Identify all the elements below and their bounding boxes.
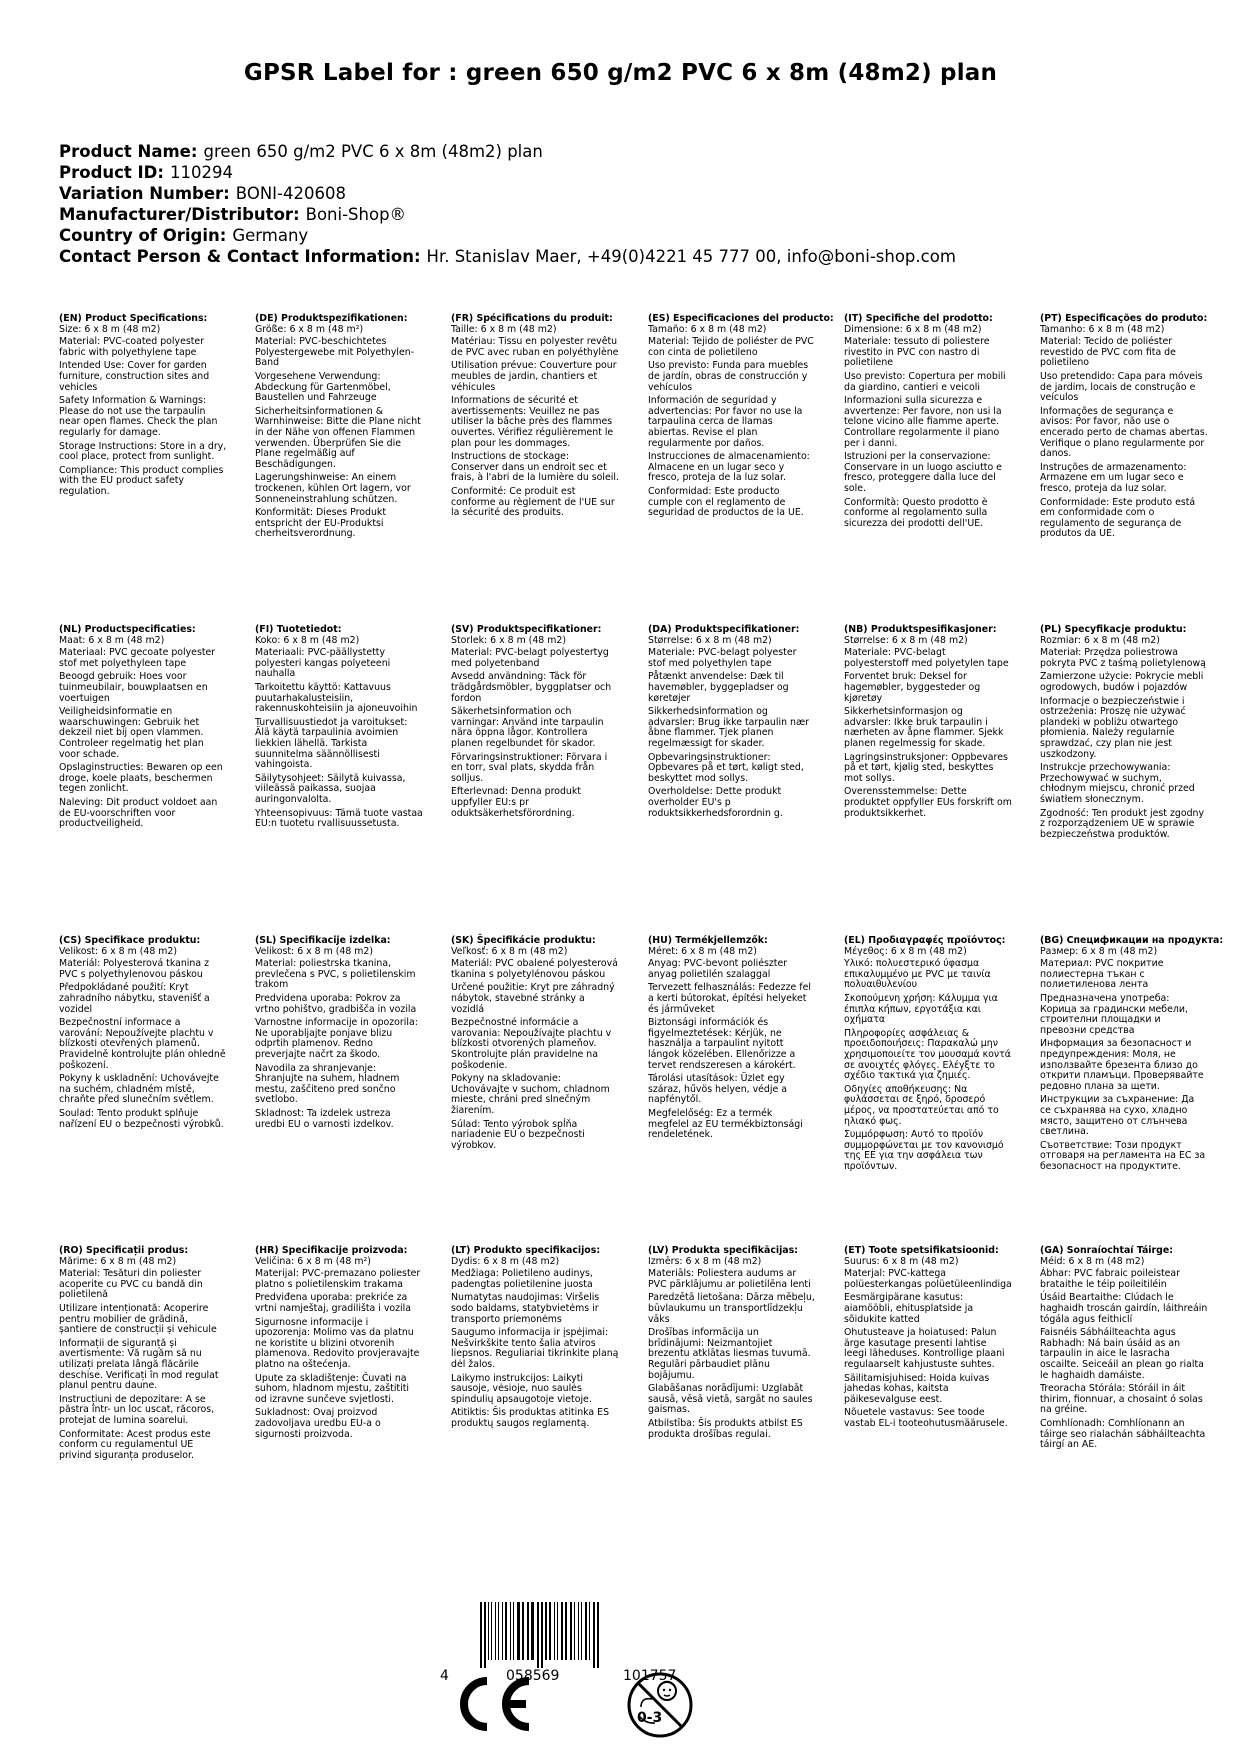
spec-paragraph: Compliance: This product complies with the EU product safety regulation. [59,464,224,497]
spec-paragraph: Υλικό: πολυεστερικό ύφασμα επικαλυμμένο με PVC με ταινία πολυαιθυλενίου [844,958,991,991]
barcode-bar [549,1602,551,1660]
spec-paragraph: Pokyny na skladovanie: Uchovávajte v suchom, chladnom mieste, chráni pred slnečným žiarením. [451,1073,610,1116]
spec-paragraph: Pokyny k uskladnění: Uchovávejte na suchém, chladném místě, chraňte před slunečním světlem. [59,1073,219,1106]
spec-block [1040,314,1208,543]
spec-size: Rozmiar: 6 x 8 m (48 m2) [1040,634,1160,646]
spec-block [1040,1246,1208,1454]
barcode-bar [498,1602,499,1660]
spec-block [451,314,619,522]
spec-paragraph: Předpokládané použití: Kryt zahradního nábytku, stavenišť a vozidel [59,982,210,1015]
spec-paragraph: Storage Instructions: Store in a dry, cool place, protect from sunlight. [59,440,227,463]
info-value: BONI-420608 [235,184,346,203]
spec-paragraph: Informazioni sulla sicurezza e avvertenze: Per favore, non usi la telone vicino alle fiamme aperte. Controllare regolarmente il piano per i danni. [844,395,1002,449]
spec-paragraph: Material: Tesături din poliester acoperite cu PVC cu bandă din polietilenă [59,1268,203,1301]
spec-block [255,314,423,543]
spec-size: Maat: 6 x 8 m (48 m2) [59,634,165,646]
barcode-bar [491,1602,492,1660]
spec-block [1040,935,1224,1175]
spec-size: Storlek: 6 x 8 m (48 m2) [451,634,567,646]
barcode-guard-bar [597,1602,599,1668]
spec-paragraph: Atbilstība: Šis produkts atbilst ES produkta drošības regulai. [648,1417,803,1440]
spec-paragraph: Materiał: Przędza poliestrowa pokryta PVC z taśmą polietylenową [1040,647,1206,669]
spec-paragraph: Nõuetele vastavus: See toode vastab EL-i tooteohutusmäärusele. [844,1407,1008,1429]
spec-paragraph: Conformidade: Este produto está em conformidade com o regulamento de segurança de produtos da UE. [1040,496,1196,540]
spec-paragraph: Instrukcje przechowywania: Przechowywać w suchym, chłodnym miejscu, chronić przed światłem słonecznym. [1040,762,1195,805]
age-label: 0-3 [637,1710,663,1726]
spec-block [59,314,227,501]
spec-title: (FR) Spécifications du produit: [451,313,613,324]
info-value: Boni-Shop® [305,205,407,224]
spec-paragraph: Biztonsági információk és figyelmeztetések: Kérjük, ne használja a tarpaulint nyitott lángok közelében. Ellenőrizze a tervet rendszeresen a károkért. [648,1017,796,1071]
spec-size: Dydis: 6 x 8 m (48 m2) [451,1255,560,1267]
spec-block [844,936,1012,1175]
spec-paragraph: Instruções de armazenamento: Armazene em um lugar seco e fresco, proteja da luz solar. [1040,461,1187,494]
spec-size: Suurus: 6 x 8 m (48 m2) [844,1255,959,1267]
spec-paragraph: Upute za skladištenje: Čuvati na suhom, hladnom mjestu, zaštititi od izravne sunčeve svjetlosti. [255,1372,409,1405]
spec-title: (DE) Produktspezifikationen: [255,313,408,324]
info-label: Country of Origin: [59,226,227,245]
spec-paragraph: Tarkoitettu käyttö: Kattavuus puutarhakalusteisiin, rakennuskohteisiin ja ajoneuvoihin [255,681,418,715]
spec-paragraph: Förvaringsinstruktioner: Förvara i en torr, sval plats, skydda från solljus. [451,751,608,784]
barcode-guard-bar [480,1602,482,1668]
spec-paragraph: Súlad: Tento výrobok spĺňa nariadenie EÚ o bezpečnosti výrobkov. [451,1118,585,1151]
spec-paragraph: Naleving: Dit product voldoet aan de EU-voorschriften voor productveiligheid. [59,796,218,830]
spec-paragraph: Instrucțiuni de depozitare: A se păstra într- un loc uscat, răcoros, protejat de lumina soarelui. [59,1393,215,1426]
spec-paragraph: Lagringsinstruksjoner: Oppbevares på et tørt, kjølig sted, beskyttes mot sollys. [844,751,1008,784]
spec-paragraph: Matériau: Tissu en polyester revêtu de PVC avec ruban en polyéthylène [451,336,619,358]
spec-paragraph: Turvallisuustiedot ja varoitukset: Älä käytä tarpaulinia avoimien liekkien lähellä. Tarkista suunnitelma säännöllisesti vahingoista. [255,716,408,771]
barcode-bar [561,1602,563,1660]
barcode-bars [480,1602,730,1668]
barcode-bar [581,1602,582,1660]
info-label: Variation Number: [59,184,230,203]
barcode-bar [495,1602,496,1660]
spec-size: Tamaño: 6 x 8 m (48 m2) [648,323,767,335]
info-value: 110294 [169,163,233,182]
spec-paragraph: Σκοπούμενη χρήση: Κάλυμμα για έπιπλα κήπων, εργοτάξια και οχήματα [844,992,998,1026]
spec-paragraph: Forventet bruk: Deksel for hagemøbler, byggesteder og kjøretøy [844,671,981,704]
spec-paragraph: Comhlíonadh: Comhlíonann an táirge seo rialachán sábháilteachta táirgí an AE. [1040,1417,1206,1451]
info-value: Hr. Stanislav Maer, +49(0)4221 45 777 00, info@boni-shop.com [426,247,956,266]
spec-paragraph: Material: PVC-beschichtetes Polyestergewebe mit Polyethylen-Band [255,336,415,369]
spec-paragraph: Sukladnost: Ovaj proizvod zadovoljava uredbu EU-a o sigurnosti proizvoda. [255,1407,381,1440]
spec-size: Velikost: 6 x 8 m (48 m2) [59,945,178,957]
spec-paragraph: Material: Tejido de poliéster de PVC con cinta de polietileno [648,336,814,358]
spec-paragraph: Zamierzone użycie: Pokrycie mebli ogrodowych, budów i pojazdów [1040,671,1204,693]
spec-block [844,314,1012,532]
spec-size: Size: 6 x 8 m (48 m2) [59,323,161,335]
barcode-bar [488,1602,489,1660]
spec-block [255,625,423,833]
spec-title: (HR) Specifikacije proizvoda: [255,1245,408,1256]
spec-block [451,936,619,1154]
spec-block [844,625,1012,822]
spec-paragraph: Intended Use: Cover for garden furniture, construction sites and vehicles [59,360,210,393]
spec-block [255,936,423,1133]
spec-paragraph: Conformitate: Acest produs este conform cu regulamentul UE privind siguranța produselor. [59,1428,211,1461]
barcode-bar [574,1602,575,1660]
spec-paragraph: Instrucciones de almacenamiento: Almacene en un lugar seco y fresco, proteja de la luz solar. [648,451,810,484]
barcode-bar [554,1602,555,1660]
barcode-digits-left: 058569 [506,1668,560,1684]
spec-paragraph: Vorgesehene Verwendung: Abdeckung für Gartenmöbel, Baustellen und Fahrzeuge [255,370,391,404]
spec-paragraph: Conformité: Ce produit est conforme au règlement de l'UE sur la sécurité des produits. [451,485,615,519]
spec-paragraph: Συμμόρφωση: Αυτό το προϊόν συμμορφώνεται με τον κανονισμό της ΕΕ για την ασφάλεια των προϊόντων. [844,1129,1004,1172]
barcode-guard-bar [593,1602,595,1668]
spec-block [648,625,816,822]
info-variation-number [59,183,956,204]
spec-title: (PT) Especificações do produto: [1040,313,1208,324]
spec-paragraph: Laikymo instrukcijos: Laikyti sausoje, vėsioje, nuo saulės spindulių apsaugotoje vietoje. [451,1372,592,1405]
spec-paragraph: Materiale: PVC-belagt polyesterstoff med polyetylen tape [844,647,1009,669]
barcode-bar [578,1602,579,1660]
spec-paragraph: Safety Information & Warnings: Please do not use the tarpaulin near open flames. Check the plan regularly for damage. [59,395,218,438]
spec-title: (NL) Productspecificaties: [59,624,196,635]
info-value: Germany [232,226,309,245]
spec-paragraph: Uso previsto: Copertura per mobili da giardino, cantieri e veicoli [844,370,1006,393]
spec-title: (BG) Спецификации на продукта: [1040,935,1224,946]
spec-paragraph: Overensstemmelse: Dette produktet oppfyller EUs forskrift om produktsikkerhet. [844,786,1012,819]
spec-paragraph: Materiāls: Poliestera audums ar PVC pārklājumu ar polietilēna lenti [648,1268,811,1290]
spec-paragraph: Medžiaga: Polietileno audinys, padengtas polietilenine juosta [451,1268,593,1290]
spec-paragraph: Zgodność: Ten produkt jest zgodny z rozporządzeniem UE w sprawie bezpieczeństwa produktów. [1040,807,1205,840]
spec-paragraph: Predvidena uporaba: Pokrov za vrtno pohištvo, gradbišča in vozila [255,992,417,1015]
spec-paragraph: Sicherheitsinformationen & Warnhinweise: Bitte die Plane nicht in der Nähe von offenen Flammen verwenden. Überprüfen Sie die Plane regelmäßig auf Beschädigungen. [255,405,421,470]
spec-size: Dimensione: 6 x 8 m (48 m2) [844,323,982,335]
spec-paragraph: Informacje o bezpieczeństwie i ostrzeżenia: Proszę nie używać plandeki w pobliżu otwartego płomienia. Należy regularnie sprawdzać, czy plan nie jest uszkodzony. [1040,695,1186,760]
spec-paragraph: Informações de segurança e avisos: Por favor, não use o encerado perto de chamas abertas. Verifique o plano regularmente por danos. [1040,405,1208,460]
spec-paragraph: Tervezett felhasználás: Fedezze fel a kerti bútorokat, építési helyeket és járműveket [648,982,811,1015]
spec-title: (PL) Specyfikacje produktu: [1040,624,1187,635]
spec-paragraph: Uso previsto: Funda para muebles de jardín, obras de construcción y vehículos [648,360,809,393]
barcode-bar [545,1602,547,1660]
spec-paragraph: Avsedd användning: Täck för trädgårdsmöbler, byggplatser och fordon [451,671,612,704]
spec-block [59,936,227,1133]
spec-block [648,313,834,522]
spec-paragraph: Säilitamisjuhised: Hoida kuivas jahedas kohas, kaitsta päikesevalguse eest. [844,1372,990,1405]
spec-paragraph: Úsáid Beartaithe: Clúdach le haghaidh troscán gairdín, láithreáin tógála agus feithiclí [1040,1292,1208,1325]
spec-paragraph: Materijal: PVC-premazano poliester platno s polietilenskim trakama [255,1268,421,1290]
spec-title: (NB) Produktspesifikasjoner: [844,624,997,635]
spec-title: (ES) Especificaciones del producto: [648,313,834,324]
info-label: Product ID: [59,163,164,182]
spec-paragraph: Información de seguridad y advertencias: Por favor no use la tarpaulina cerca de llamas abiertas. Revise el plan regularmente por daños. [648,395,803,449]
spec-title: (FI) Tuotetiedot: [255,624,342,635]
barcode-guard-bar [541,1602,543,1668]
spec-paragraph: Съответствие: Този продукт отговаря на регламента на ЕС за безопасност на продуктите. [1040,1139,1206,1172]
spec-size: Koko: 6 x 8 m (48 m2) [255,634,360,646]
spec-block [255,1246,423,1443]
barcode-bar [570,1602,572,1660]
spec-paragraph: Soulad: Tento produkt splňuje nařízení EU o bezpečnosti výrobků. [59,1107,224,1130]
spec-paragraph: Instructions de stockage: Conserver dans un endroit sec et frais, à l'abri de la lumière du soleil. [451,451,619,484]
spec-paragraph: Информация за безопасност и предупреждения: Моля, не използвайте брезента близо до открити пламъци. Проверявайте редовно плана за щети. [1040,1038,1204,1092]
spec-paragraph: Drošības informācija un brīdinājumi: Neizmantojiet brezentu atklātas liesmas tuvumā. Regulāri pārbaudiet plānu bojājumu. [648,1327,811,1381]
spec-paragraph: Οδηγίες αποθήκευσης: Να φυλάσσεται σε ξηρό, δροσερό μέρος, να προστατεύεται από το ηλιακό φως. [844,1083,999,1127]
barcode-bar [510,1602,511,1660]
spec-title: (SV) Produktspecifikationer: [451,624,602,635]
spec-paragraph: Tárolási utasítások: Üzlet egy száraz, hűvös helyen, védje a napfénytől. [648,1073,787,1106]
spec-block [59,1246,227,1464]
spec-block [1040,625,1208,843]
spec-size: Veličina: 6 x 8 m (48 m²) [255,1255,371,1267]
spec-paragraph: Navodila za shranjevanje: Shranjujte na suhem, hladnem mestu, zaščiteno pred sončno svetlobo. [255,1062,400,1106]
spec-paragraph: Utilizare intenționată: Acoperire pentru mobilier de grădină, șantiere de construcții și vehicule [59,1302,217,1336]
barcode-bar [527,1602,529,1660]
spec-paragraph: Veiligheidsinformatie en waarschuwingen: Gebruik het dekzeil niet bij open vlammen. Controleer regelmatig het plan voor schade. [59,706,204,760]
spec-paragraph: Material: Tecido de poliéster revestido de PVC com fita de polietileno [1040,336,1176,369]
spec-size: Μέγεθος: 6 x 8 m (48 m2) [844,945,967,957]
spec-paragraph: Materjal: PVC-kattega polüesterkangas polüetüleenlindiga [844,1268,1012,1290]
info-value: green 650 g/m2 PVC 6 x 8m (48m2) plan [203,142,543,161]
spec-paragraph: Material: PVC-coated polyester fabric with polyethylene tape [59,336,205,358]
spec-title: (EN) Product Specifications: [59,313,208,324]
spec-paragraph: Materiál: PVC obalené polyesterová tkanina s polyetylénovou páskou [451,958,618,980]
spec-title: (EL) Προδιαγραφές προϊόντος: [844,935,1006,946]
barcode-guard-bar [484,1602,486,1668]
info-contact [59,246,956,267]
spec-paragraph: Conformità: Questo prodotto è conforme al regolamento sulla sicurezza dei prodotti dell'UE. [844,496,988,529]
barcode-bar [531,1602,534,1660]
spec-paragraph: Πληροφορίες ασφάλειας & προειδοποιήσεις: Παρακαλώ μην χρησιμοποιείτε τον μουσαμά κοντά σε ανοιχτές φλόγες. Ελέγξτε το σχέδιο τακτικά για ζημιές. [844,1027,1011,1082]
spec-paragraph: Informații de siguranță și avertismente: Vă rugăm să nu utilizați prelata lângă flăcările deschise. Verificați în mod regulat planul pentru daune. [59,1337,219,1392]
spec-paragraph: Utilisation prévue: Couverture pour meubles de jardin, chantiers et véhicules [451,360,617,393]
spec-paragraph: Yhteensopivuus: Tämä tuote vastaa EU:n tuotetu rvallisuussetusta. [255,807,423,830]
spec-paragraph: Conformidad: Este producto cumple con el reglamento de seguridad de productos de la UE. [648,485,804,519]
spec-paragraph: Материал: PVC покритие полиестерна тъкан с полиетиленова лента [1040,958,1164,991]
spec-size: Izmērs: 6 x 8 m (48 m2) [648,1255,762,1267]
spec-paragraph: Určené použitie: Kryt pre záhradný nábytok, stavebné stránky a vozidlá [451,982,615,1015]
spec-paragraph: Предназначена употреба: Корица за градински мебели, строителни площадки и превозни средства [1040,992,1188,1036]
spec-block [451,625,619,822]
spec-title: (LV) Produkta specifikācijas: [648,1245,798,1256]
spec-paragraph: Paredzētā lietošana: Dārza mēbeļu, būvlaukumu un transportlīdzekļu vāks [648,1292,815,1325]
spec-paragraph: Efterlevnad: Denna produkt uppfyller EU:s pr oduktsäkerhetsförordning. [451,786,581,819]
spec-paragraph: Overholdelse: Dette produkt overholder EU's p roduktsikkerhedsforordnin g. [648,786,783,819]
barcode-digits-right: 101757 [623,1668,677,1684]
spec-size: Méret: 6 x 8 m (48 m2) [648,945,757,957]
spec-paragraph: Faisnéis Sábháilteachta agus Rabhadh: Ná bain úsáid as an tarpaulin in aice le lasracha oscailte. Seiceáil an plean go rialta le haghaidh damáiste. [1040,1327,1204,1381]
not-suitable-under-3-icon [626,1671,694,1743]
spec-title: (DA) Produktspecifikationer: [648,624,800,635]
info-product-id [59,162,956,183]
spec-title: (RO) Specificații produs: [59,1245,189,1256]
info-product-name [59,141,956,162]
spec-paragraph: Varnostne informacije in opozorila: Ne uporabljajte ponjave blizu odprtih plamenov. Redno preverjajte načrt za škodo. [255,1017,418,1060]
barcode-bar [585,1602,587,1660]
spec-paragraph: Numatytas naudojimas: Viršelis sodo baldams, statybvietėms ir transporto priemonėms [451,1292,600,1325]
spec-paragraph: Sikkerhedsinformation og advarsler: Brug ikke tarpaulin nær åbne flammer. Tjek planen regelmæssigt for skader. [648,706,810,749]
product-info [59,141,956,267]
spec-size: Størrelse: 6 x 8 m (48 m2) [844,634,968,646]
spec-paragraph: Treoracha Stórála: Stóráil in áit thirim, fionnuar, a chosaint ó solas na gréine. [1040,1383,1203,1416]
spec-paragraph: Säilytysohjeet: Säilytä kuivassa, viileässä paikassa, suojaa auringonvalolta. [255,772,406,805]
spec-paragraph: Opslaginstructies: Bewaren op een droge, koele plaats, beschermen tegen zonlicht. [59,762,223,795]
barcode-bar [557,1602,558,1660]
spec-size: Velikost: 6 x 8 m (48 m2) [255,945,374,957]
spec-paragraph: Material: PVC-belagt polyestertyg med polyetenband [451,647,609,669]
barcode-bar [517,1602,520,1660]
spec-title: (SK) Špecifikácie produktu: [451,935,596,946]
barcode-bar [522,1602,524,1660]
spec-paragraph: Materiál: Polyesterová tkanina z PVC s polyethylenovou páskou [59,958,210,980]
barcode-digit-prefix: 4 [440,1668,449,1684]
spec-title: (GA) Sonraíochtaí Táirge: [1040,1245,1173,1256]
spec-paragraph: Saugumo informacija ir įspėjimai: Nešvirkškite tento šalia atviros liepsnos. Reguliariai tikrinkite planą dėl žalos. [451,1327,619,1370]
spec-block [844,1246,1012,1433]
barcode-bar [505,1602,507,1660]
spec-size: Tamanho: 6 x 8 m (48 m2) [1040,323,1165,335]
spec-paragraph: Sigurnosne informacije i upozorenja: Molimo vas da platnu ne koristite u blizini otvorenih plamenova. Redovito provjeravajte platno na oštećenja. [255,1316,420,1370]
spec-paragraph: Skladnost: Ta izdelek ustreza uredbi EU o varnosti izdelkov. [255,1107,394,1130]
spec-paragraph: Инструкции за съхранение: Да се съхранява на сухо, хладно място, защитено от слънчева светлина. [1040,1094,1195,1138]
spec-paragraph: Glabāšanas norādījumi: Uzglabāt sausā, vēsā vietā, sargāt no saules gaismas. [648,1383,813,1416]
spec-size: Mărime: 6 x 8 m (48 m2) [59,1255,177,1267]
spec-paragraph: Ábhar: PVC fabraic poileistear brataithe le téip poileitiléin [1040,1268,1181,1290]
spec-paragraph: Materiaali: PVC-päällystetty polyesteri kangas polyeteeni nauhalla [255,647,391,680]
info-label: Manufacturer/Distributor: [59,205,300,224]
info-label: Contact Person & Contact Information: [59,247,421,266]
spec-title: (ET) Toote spetsifikatsioonid: [844,1245,999,1256]
spec-paragraph: Uso pretendido: Capa para móveis de jardim, locais de construção e veículos [1040,370,1203,404]
spec-paragraph: Megfelelőség: Ez a termék megfelel az EU termékbiztonsági rendeletének. [648,1107,803,1141]
spec-block [648,1246,816,1443]
spec-paragraph: Opbevaringsinstruktioner: Opbevares på et tørt, køligt sted, beskyttet mod sollys. [648,751,804,784]
info-country-of-origin [59,225,956,246]
spec-paragraph: Istruzioni per la conservazione: Conservare in un luogo asciutto e fresco, proteggere dalla luce del sole. [844,451,1002,494]
info-manufacturer [59,204,956,225]
spec-size: Größe: 6 x 8 m (48 m²) [255,323,364,335]
barcode-guard-bar [537,1602,539,1668]
spec-size: Størrelse: 6 x 8 m (48 m2) [648,634,772,646]
spec-title: (HU) Termékjellemzők: [648,935,768,946]
spec-paragraph: Konformität: Dieses Produkt entspricht der EU-Produktsi cherheitsverordnung. [255,507,387,540]
spec-block [451,1246,619,1433]
spec-size: Veľkosť: 6 x 8 m (48 m2) [451,945,568,957]
spec-title: (IT) Specifiche del prodotto: [844,313,993,324]
barcode-bar [589,1602,590,1660]
spec-paragraph: Atitiktis: Šis produktas atitinka ES produktų saugos reglamentą. [451,1407,610,1429]
spec-size: Размер: 6 x 8 m (48 m2) [1040,945,1158,957]
spec-paragraph: Anyag: PVC-bevont poliészter anyag polietilén szalaggal [648,958,788,980]
spec-paragraph: Materiaal: PVC gecoate polyester stof met polyethyleen tape [59,647,216,669]
page-title: GPSR Label for : green 650 g/m2 PVC 6 x 8m (48m2) plan [243,60,998,86]
spec-title: (CS) Specifikace produktu: [59,935,201,946]
spec-paragraph: Påtænkt anvendelse: Dæk til havemøbler, byggepladser og køretøjer [648,671,789,704]
spec-paragraph: Ohutusteave ja hoiatused: Palun ärge kasutage presenti lahtise leegi läheduses. Kontrollige plaani regulaarselt kahjustuste suhtes. [844,1327,1005,1370]
spec-paragraph: Bezpečnostní informace a varování: Nepoužívejte plachtu v blízkosti otevřených plamenů. Pravidelně kontrolujte plán ohledně poškození. [59,1017,226,1071]
spec-title: (LT) Produkto specifikacijos: [451,1245,601,1256]
spec-paragraph: Säkerhetsinformation och varningar: Använd inte tarpaulin nära öppna lågor. Kontrollera planen regelbundet för skador. [451,706,604,749]
info-label: Product Name: [59,142,198,161]
spec-paragraph: Lagerungshinweise: An einem trockenen, kühlen Ort lagern, vor Sonneneinstrahlung schützen. [255,472,411,505]
ce-mark-icon [452,1675,534,1737]
spec-paragraph: Beoogd gebruik: Hoes voor tuinmeubilair, bouwplaatsen en voertuigen [59,671,208,704]
spec-paragraph: Materiale: PVC-belagt polyester stof med polyethylen tape [648,647,797,669]
spec-size: Méid: 6 x 8 m (48 m2) [1040,1255,1145,1267]
spec-block [648,936,816,1144]
spec-title: (SL) Specifikacije izdelka: [255,935,391,946]
spec-paragraph: Bezpečnostné informácie a varovania: Nepoužívajte plachtu v blízkosti otvorených plameňov. Skontrolujte plán pravidelne na poškodenie. [451,1017,612,1071]
spec-paragraph: Informations de sécurité et avertissements: Veuillez ne pas utiliser la bâche près des flammes ouvertes. Vérifiez régulièrement le plan pour les dommages. [451,395,614,449]
spec-paragraph: Sikkerhetsinformasjon og advarsler: Ikke bruk tarpaulin i nærheten av åpne flammer. Sjekk planen regelmessig for skade. [844,706,1004,749]
spec-paragraph: Predviđena uporaba: prekriće za vrtni namještaj, gradilišta i vozila [255,1292,412,1314]
spec-paragraph: Materiale: tessuto di poliestere rivestito in PVC con nastro di polietilene [844,336,990,369]
spec-block [59,625,227,833]
barcode-bar [502,1602,503,1660]
spec-paragraph: Material: poliestrska tkanina, prevlečena s PVC, s polietilenskim trakom [255,958,416,991]
barcode-bar [565,1602,567,1660]
spec-paragraph: Eesmärgipärane kasutus: aiamööbli, ehitusplatside ja sõidukite katted [844,1292,974,1325]
barcode-bar [513,1602,514,1660]
spec-size: Taille: 6 x 8 m (48 m2) [451,323,557,335]
